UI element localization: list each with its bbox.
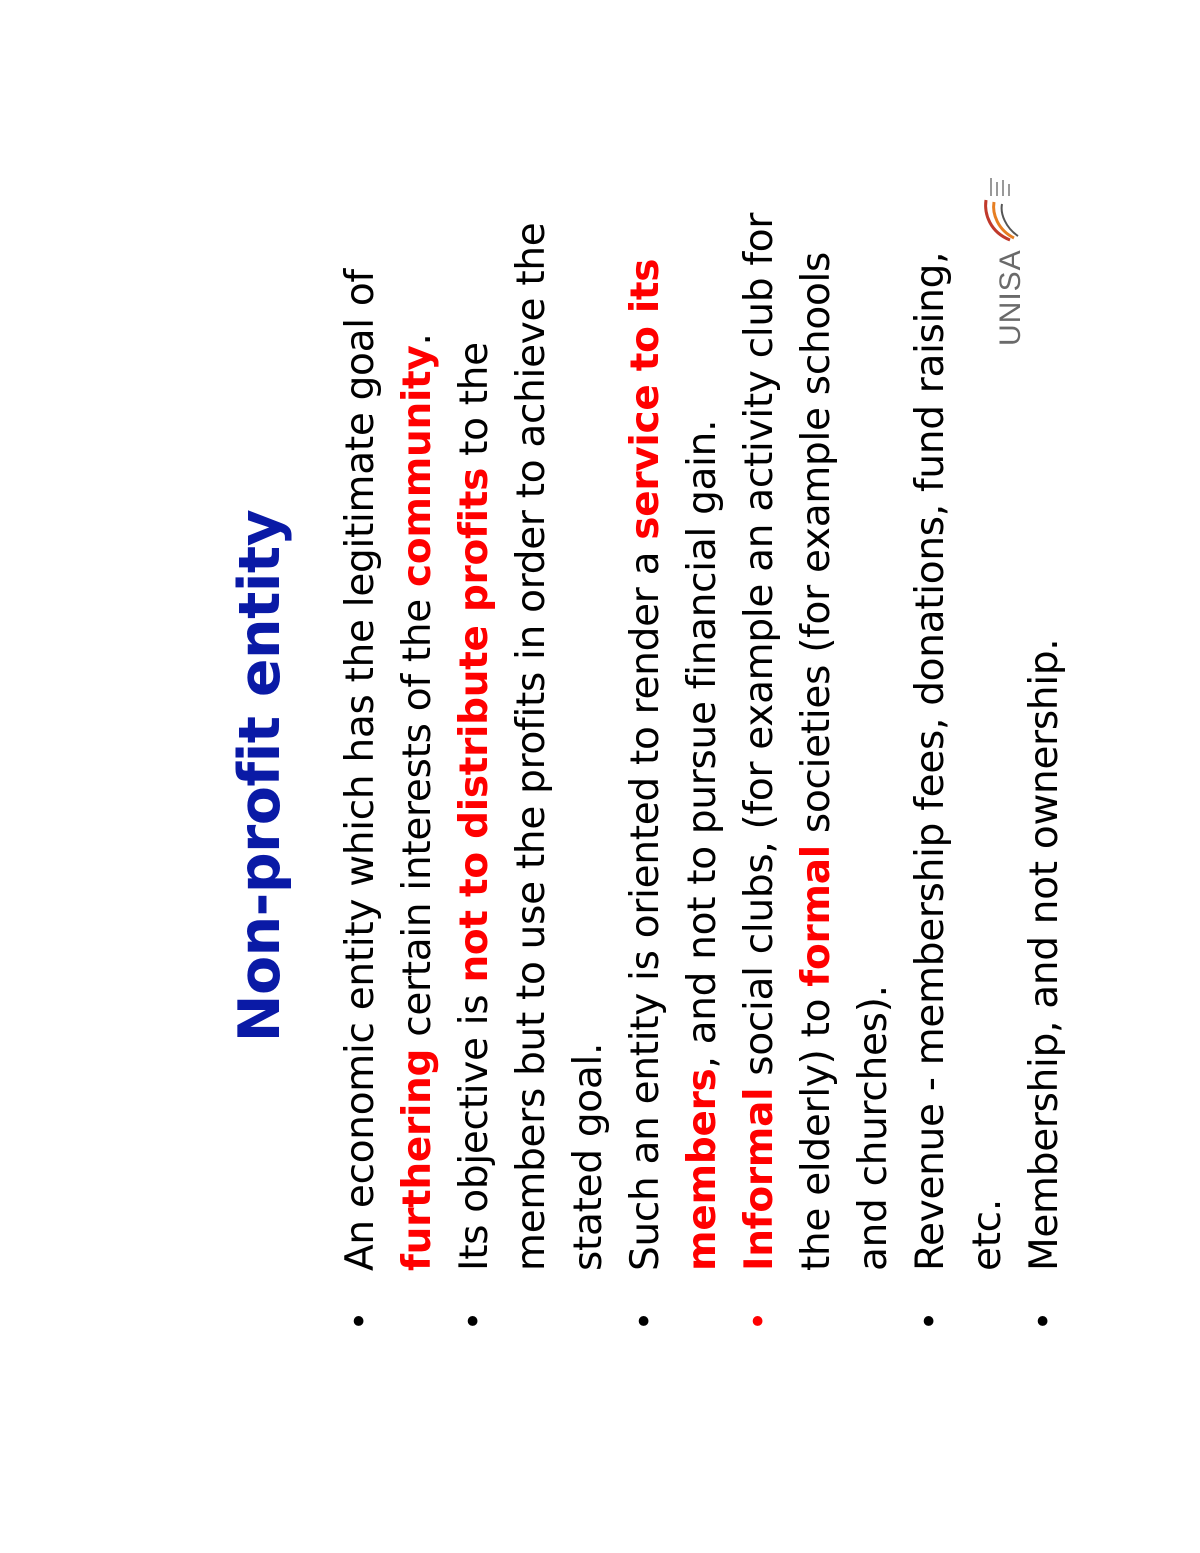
bullet-text: social clubs, (for example an activity club for the elderly) to — [737, 212, 839, 1271]
bullet-dot-icon: • — [910, 1311, 950, 1331]
bullet-text: , and not to pursue financial gain. — [680, 419, 725, 1069]
highlighted-text: not to distribute profits — [452, 468, 497, 983]
university-emblem-icon — [980, 174, 1040, 244]
bullet-dot-icon: • — [454, 1311, 494, 1331]
logo-text: UNISA — [994, 249, 1027, 346]
highlighted-text: Informal — [737, 1087, 782, 1271]
bullet-item — [446, 201, 617, 1331]
bullet-text: Its objective is — [452, 982, 497, 1271]
bullet-dot-icon: • — [1024, 1311, 1064, 1331]
bullet-text: societies (for example schools and churches). — [794, 251, 896, 1271]
bullet-text: to the members but to use the profits in order to achieve the stated goal. — [452, 222, 611, 1271]
bullet-item — [1016, 201, 1073, 1331]
bullet-text: . — [395, 333, 440, 346]
bullet-item — [902, 201, 1016, 1331]
highlighted-text: furthering — [395, 1048, 440, 1271]
bullet-item — [617, 201, 731, 1331]
bullet-item — [332, 201, 446, 1331]
bullet-text: An economic entity which has the legitimate goal of — [338, 269, 383, 1271]
bullet-item — [731, 201, 902, 1331]
bullet-text: Revenue - membership fees, donations, fund raising, etc. — [908, 251, 1010, 1271]
bullet-dot-icon: • — [739, 1311, 779, 1331]
bullet-dot-icon: • — [340, 1311, 380, 1331]
highlighted-text: formal — [794, 845, 839, 987]
bullet-dot-icon: • — [625, 1311, 665, 1331]
bullet-text: Such an entity is oriented to render a — [623, 539, 668, 1271]
slide — [100, 76, 1100, 1476]
slide-title: Non-profit entity — [227, 509, 293, 1043]
bullet-list — [332, 201, 1073, 1331]
bullet-text: certain interests of the — [395, 586, 440, 1049]
highlighted-text: service to its members — [623, 258, 725, 1271]
unisa-logo — [980, 126, 1040, 346]
bullet-text: Membership, and not ownership. — [1022, 638, 1067, 1271]
highlighted-text: community — [395, 345, 440, 587]
